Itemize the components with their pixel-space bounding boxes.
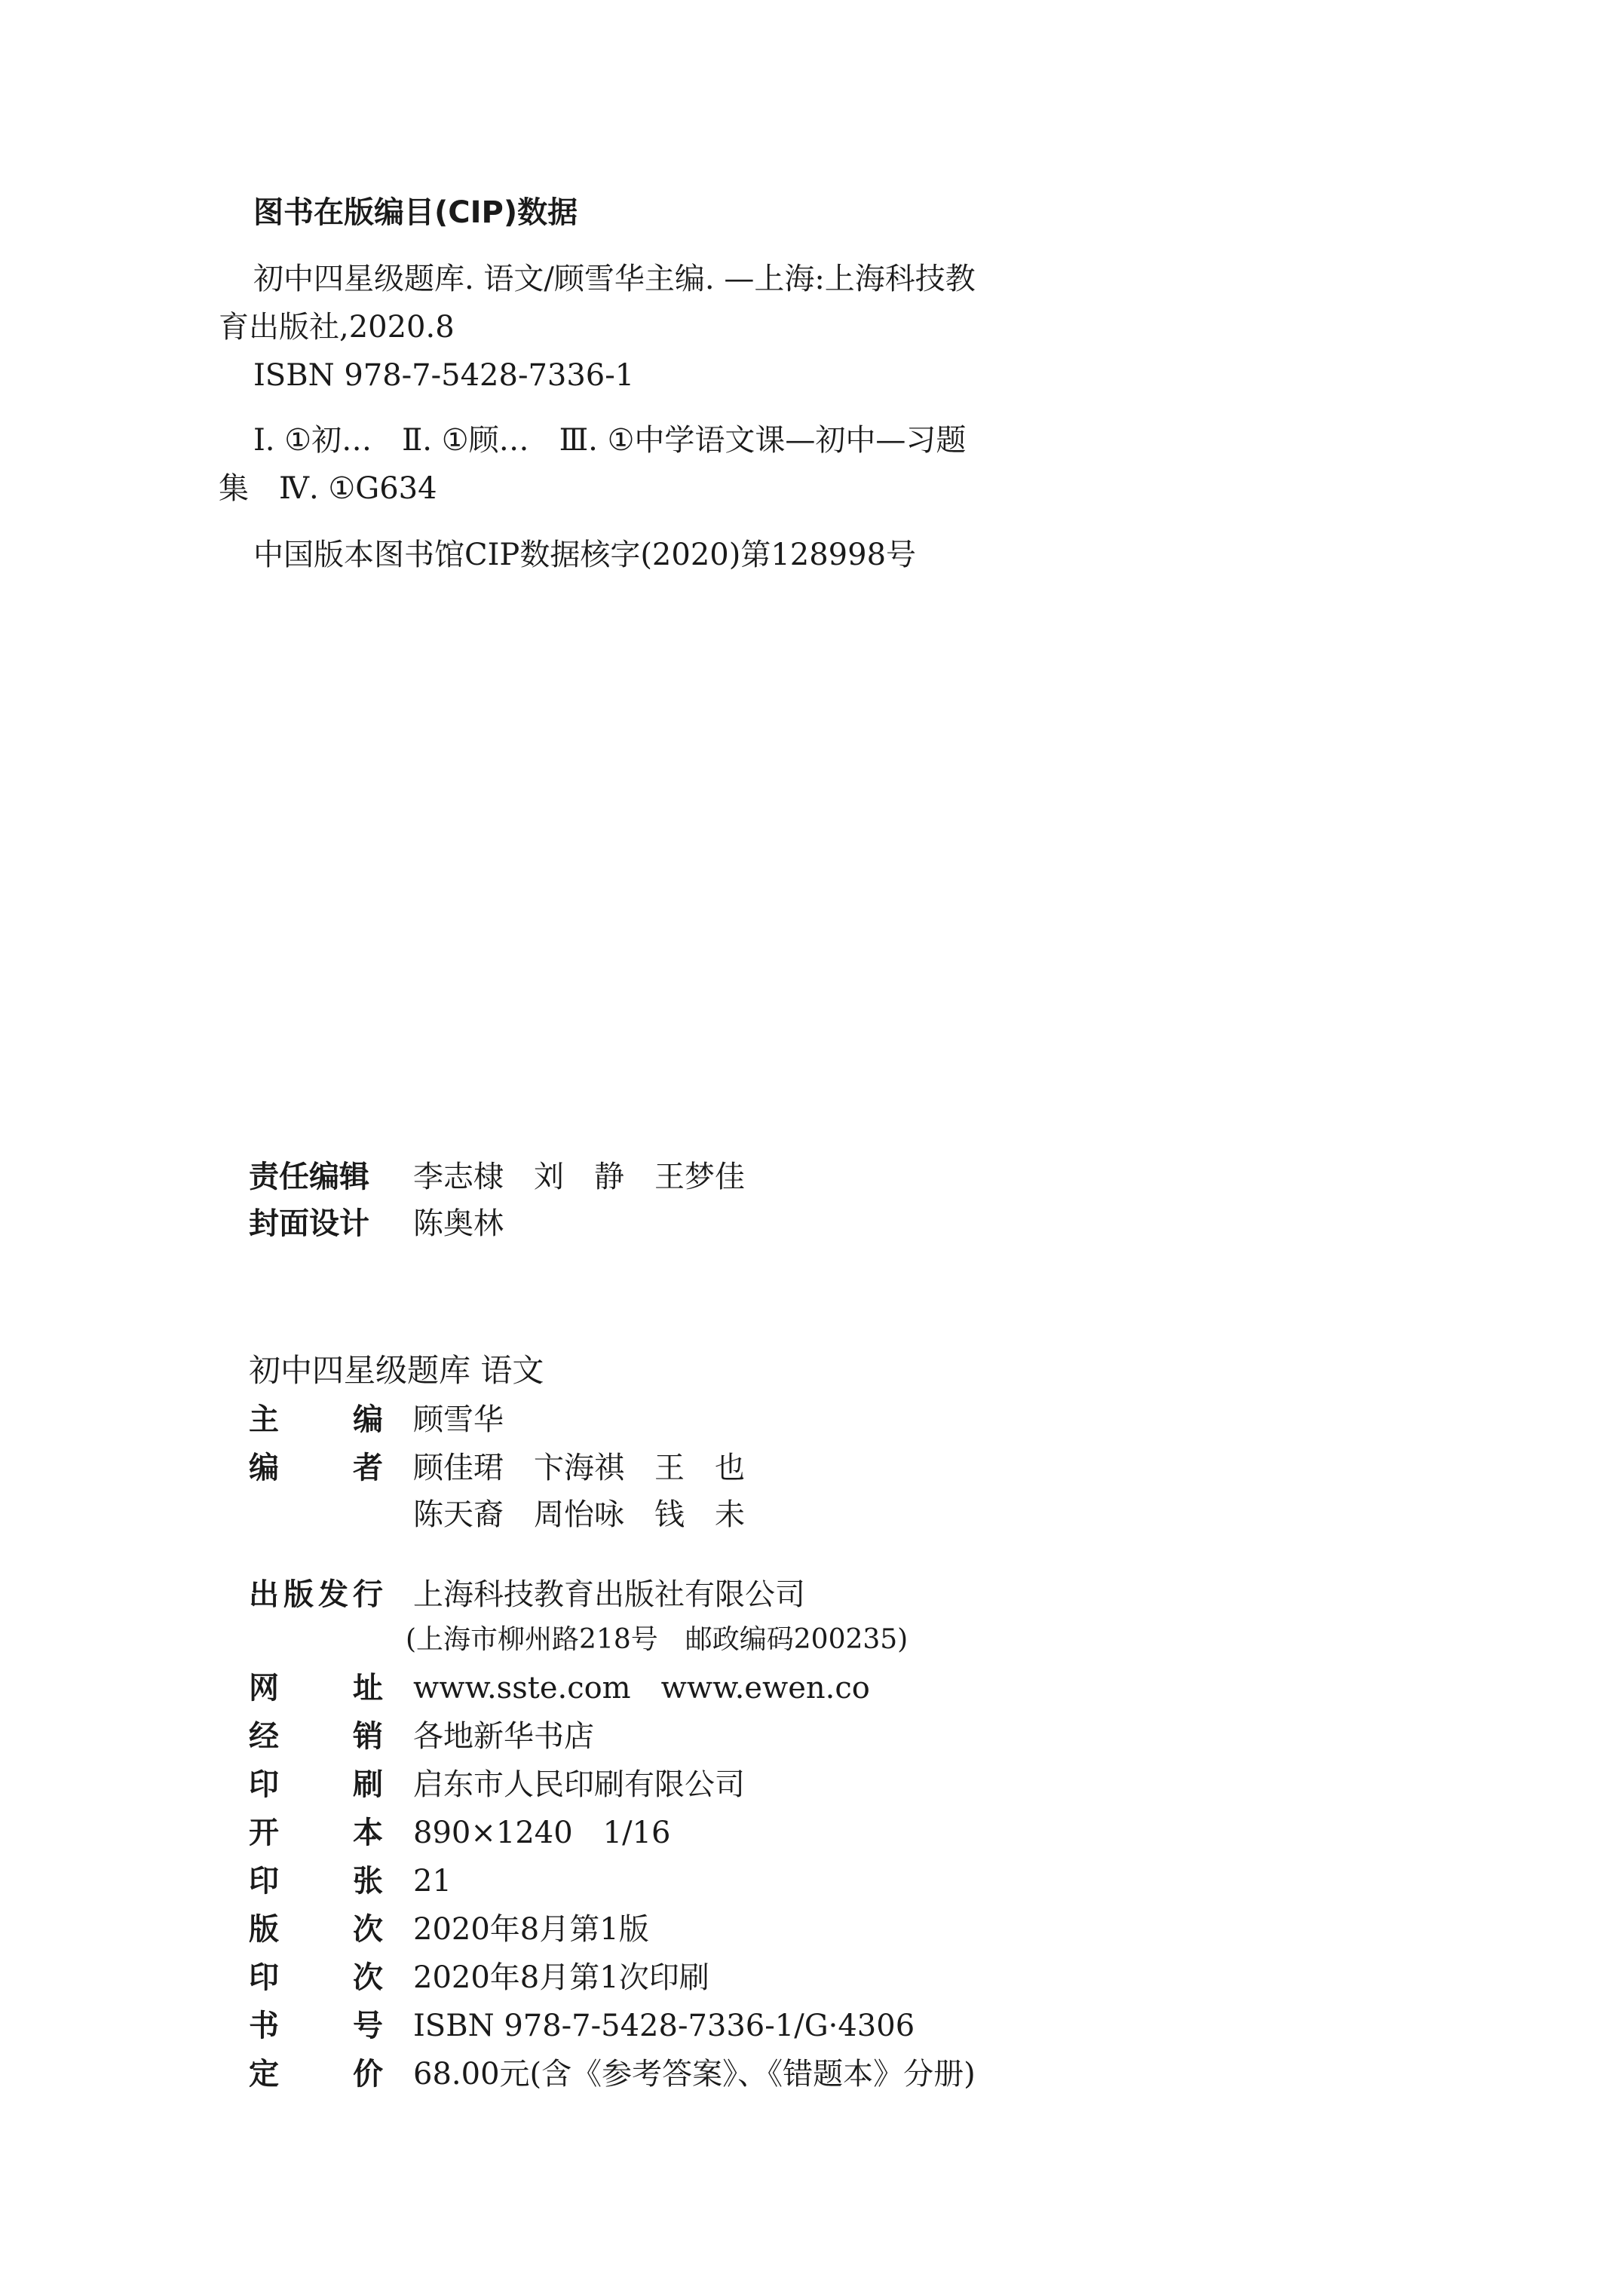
format-value: 890×1240 1/16	[413, 1816, 671, 1850]
printer-label: 印 刷	[249, 1767, 383, 1802]
cip-title-line: 初中四星级题库. 语文/顾雪华主编. —上海:上海科技教	[253, 262, 976, 296]
chief-editor-name: 顾雪华	[413, 1402, 504, 1437]
distributor-label: 经 销	[249, 1719, 383, 1754]
book-number-label: 书 号	[249, 2009, 383, 2043]
editor-label: 责任编辑	[249, 1160, 369, 1194]
cip-heading: 图书在版编目(CIP)数据	[253, 195, 578, 230]
publisher-address: (上海市柳州路218号 邮政编码200235)	[406, 1624, 909, 1655]
price-value: 68.00元(含《参考答案》、《错题本》分册)	[413, 2057, 976, 2092]
authors-line1: 顾佳珺 卞海祺 王 也	[413, 1451, 745, 1485]
cover-design-label: 封面设计	[249, 1206, 369, 1241]
cip-record-number: 中国版本图书馆CIP数据核字(2020)第128998号	[253, 538, 917, 572]
distributor-value: 各地新华书店	[413, 1719, 594, 1754]
authors-label: 编 者	[249, 1451, 383, 1485]
cip-classification-line1: Ⅰ. ①初… Ⅱ. ①顾… Ⅲ. ①中学语文课—初中—习题	[253, 423, 967, 458]
website-label: 网 址	[249, 1671, 383, 1706]
cip-classification-line2: 集 Ⅳ. ①G634	[219, 471, 437, 506]
printing-value: 2020年8月第1次印刷	[413, 1960, 709, 1995]
cip-publisher-line: 育出版社,2020.8	[219, 310, 455, 345]
book-title: 初中四星级题库 语文	[249, 1352, 544, 1389]
edition-label: 版 次	[249, 1912, 383, 1947]
authors-line2: 陈天裔 周怡咏 钱 未	[413, 1497, 745, 1532]
edition-value: 2020年8月第1版	[413, 1912, 649, 1947]
printer-value: 启东市人民印刷有限公司	[413, 1767, 745, 1802]
website-value: www.sste.com www.ewen.co	[413, 1671, 870, 1706]
cover-designer: 陈奥林	[413, 1206, 504, 1241]
chief-editor-label: 主 编	[249, 1402, 383, 1437]
book-number-value: ISBN 978-7-5428-7336-1/G·4306	[413, 2009, 915, 2043]
publisher-name: 上海科技教育出版社有限公司	[413, 1577, 805, 1612]
printing-label: 印 次	[249, 1960, 383, 1995]
publisher-label: 出 版 发 行	[249, 1577, 383, 1612]
printed-sheets-label: 印 张	[249, 1864, 383, 1899]
printed-sheets-value: 21	[413, 1864, 452, 1899]
cip-isbn: ISBN 978-7-5428-7336-1	[253, 358, 635, 393]
format-label: 开 本	[249, 1816, 383, 1850]
editor-names: 李志棣 刘 静 王梦佳	[413, 1160, 745, 1194]
price-label: 定 价	[249, 2057, 383, 2092]
